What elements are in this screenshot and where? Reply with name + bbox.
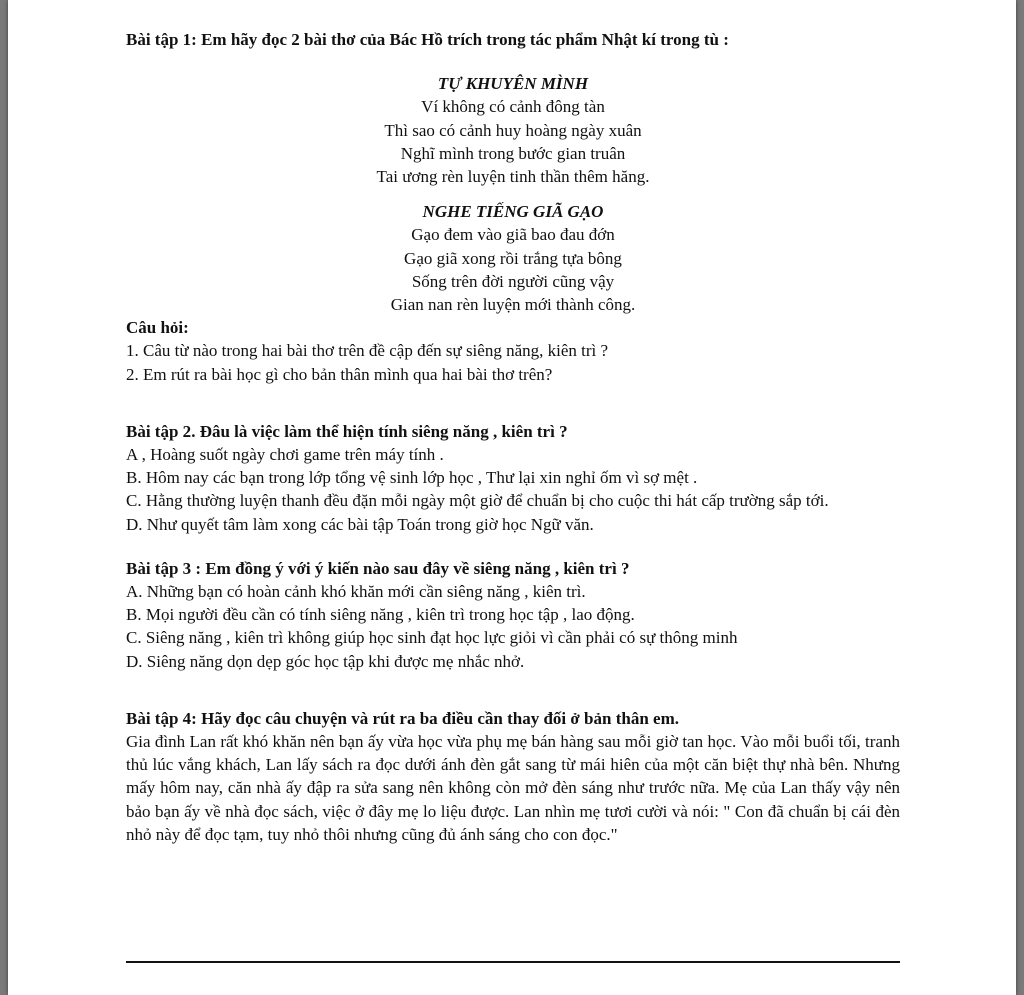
poem-1-line: Tai ương rèn luyện tinh thần thêm hăng. (376, 167, 650, 187)
answer-option-b: B. Mọi người đều cần có tính siêng năng , kiên trì trong học tập , lao động. (126, 605, 635, 625)
exercise-1-heading: Bài tập 1: Em hãy đọc 2 bài thơ của Bác Hồ trích trong tác phẩm Nhật kí trong tù : (126, 30, 729, 49)
exercise-3-heading: Bài tập 3 : Em đồng ý với ý kiến nào sau đây về siêng năng , kiên trì ? (126, 558, 630, 578)
horizontal-rule (126, 961, 900, 963)
answer-option-c: C. Hằng thường luyện thanh đều đặn mỗi ngày một giờ để chuẩn bị cho cuộc thi hát cấp trường sắp tới. (126, 491, 829, 511)
poem-1-line: Nghĩ mình trong bước gian truân (400, 143, 626, 163)
answer-option-b: B. Hôm nay các bạn trong lớp tổng vệ sinh lớp học , Thư lại xin nghỉ ốm vì sợ mệt . (126, 468, 698, 488)
story-paragraph: Gia đình Lan rất khó khăn nên bạn ấy vừa học vừa phụ mẹ bán hàng sau mỗi giờ tan học. Vào mỗi buổi tối, tranh thủ lúc vắng khách, Lan lấy sách ra đọc dưới ánh đèn gắt sang từ mái hiên của một căn biệt thự nhà bên. Nhưng mấy hôm nay, căn nhà ấy đập ra sửa sang nên không còn mở đèn sáng như trước nữa. Mẹ của Lan thấy vậy nên bảo bạn ấy về nhà đọc sách, việc ở đây mẹ lo liệu được. Lan nhìn mẹ tươi cười và nói: " Con đã chuẩn bị cái đèn nhỏ này để đọc tạm, tuy nhỏ thôi nhưng cũng đủ ánh sáng cho con đọc." (126, 732, 900, 844)
answer-option-d: D. Như quyết tâm làm xong các bài tập Toán trong giờ học Ngữ văn. (126, 514, 594, 534)
poem-2-title: NGHE TIẾNG GIÃ GẠO (422, 202, 604, 222)
document-body (126, 28, 900, 846)
poem-1-line: Thì sao có cảnh huy hoàng ngày xuân (384, 120, 642, 140)
questions-label: Câu hỏi: (126, 318, 189, 338)
exercise-2-heading (126, 420, 900, 443)
exercise-2-question: . Đâu là việc làm thể hiện tính siêng năng , kiên trì ? (191, 421, 568, 441)
answer-option-c: C. Siêng năng , kiên trì không giúp học sinh đạt học lực giỏi vì cần phải có sự thông minh (126, 628, 738, 648)
answer-option-a: A. Những bạn có hoàn cảnh khó khăn mới cần siêng năng , kiên trì. (126, 582, 586, 602)
poem-2-line: Gạo đem vào giã bao đau đớn (411, 225, 615, 245)
exercise-4-heading: Bài tập 4: Hãy đọc câu chuyện và rút ra ba điều cần thay đối ở bản thân em. (126, 708, 679, 728)
question-item: 1. Câu từ nào trong hai bài thơ trên đề cập đến sự siêng năng, kiên trì ? (126, 341, 609, 361)
poem-1-line: Ví không có cảnh đông tàn (421, 97, 605, 117)
question-item: 2. Em rút ra bài học gì cho bản thân mình qua hai bài thơ trên? (126, 364, 553, 384)
answer-option-d: D. Siêng năng dọn dẹp góc học tập khi được mẹ nhắc nhở. (126, 651, 525, 671)
poem-2-line: Sống trên đời người cũng vậy (411, 271, 615, 291)
poem-2-line: Gian nan rèn luyện mới thành công. (390, 295, 636, 315)
poem-2-line: Gạo giã xong rồi trắng tựa bông (404, 248, 622, 268)
document-page (8, 0, 1016, 995)
poem-1-title: TỰ KHUYÊN MÌNH (437, 74, 589, 94)
exercise-2-prefix: Bài tập 2 (126, 421, 192, 441)
answer-option-a: A , Hoàng suốt ngày chơi game trên máy tính . (126, 445, 444, 465)
